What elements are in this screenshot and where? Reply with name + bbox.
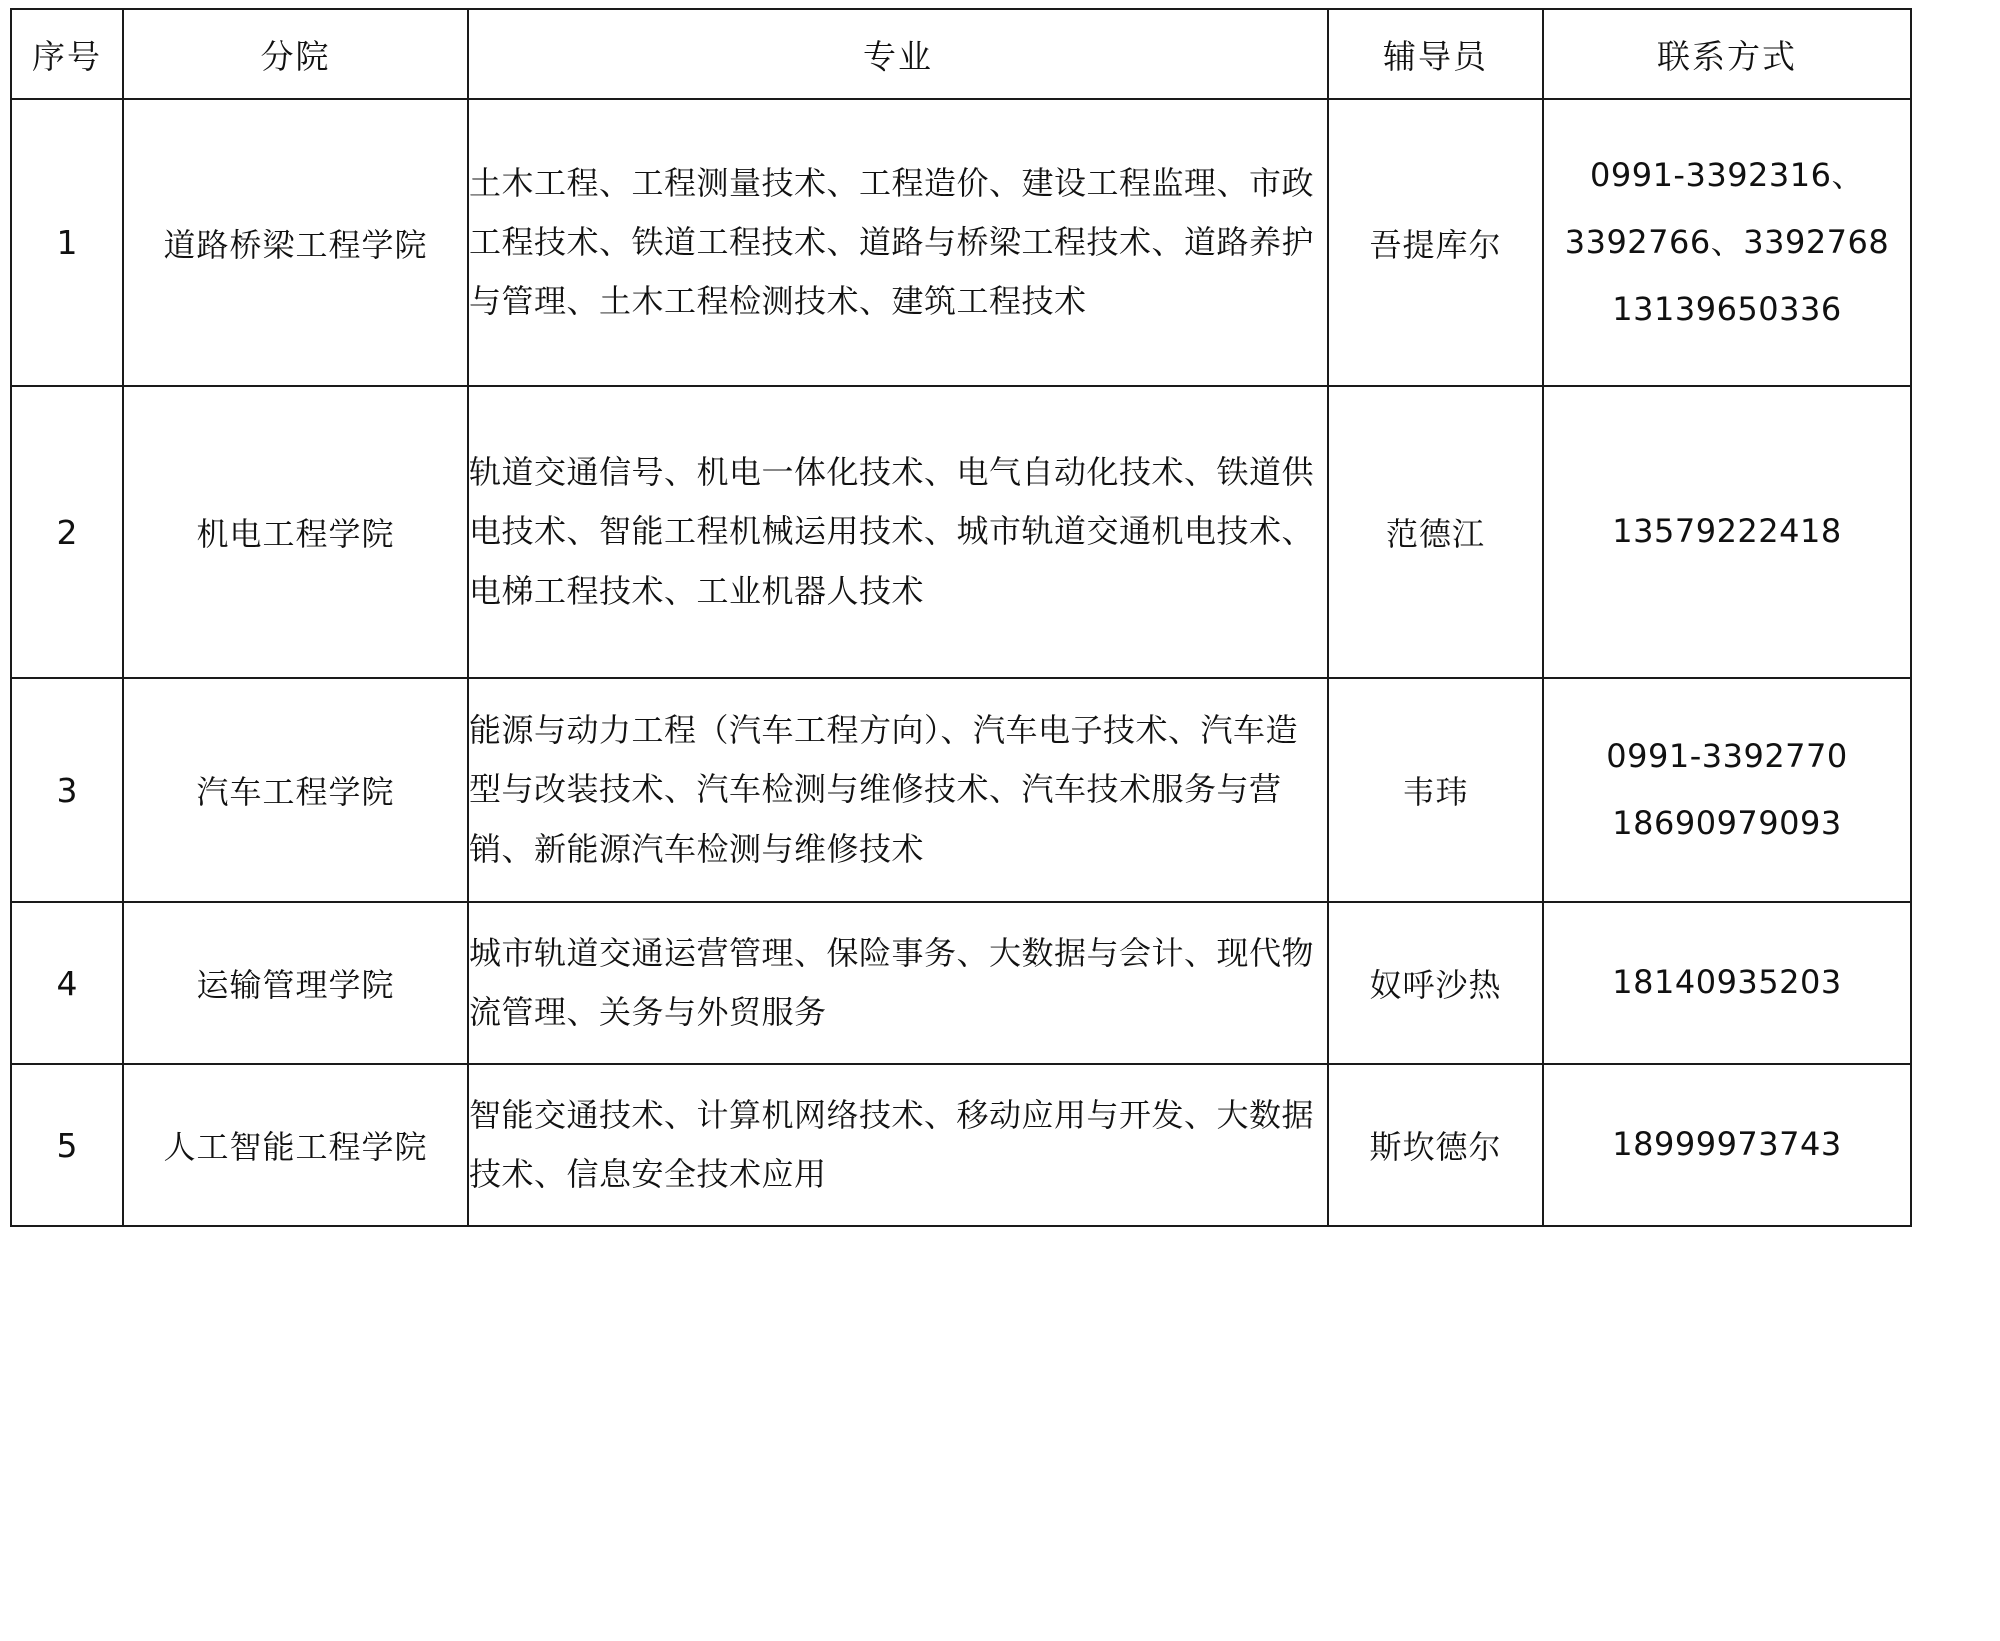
cell-branch: 运输管理学院 [123, 902, 468, 1064]
contact-line: 3392766、3392768 [1564, 222, 1890, 261]
cell-advisor: 奴呼沙热 [1328, 902, 1543, 1064]
cell-index: 1 [11, 99, 123, 386]
column-header-advisor: 辅导员 [1328, 9, 1543, 99]
table-row [11, 386, 1911, 678]
contact-line: 0991-3392770 [1606, 736, 1848, 775]
column-header-branch: 分院 [123, 9, 468, 99]
contact-table [10, 8, 1912, 1227]
table-row [11, 99, 1911, 386]
cell-contact [1543, 99, 1911, 386]
table-row [11, 1064, 1911, 1226]
table-header-row [11, 9, 1911, 99]
cell-index: 2 [11, 386, 123, 678]
cell-major: 轨道交通信号、机电一体化技术、电气自动化技术、铁道供电技术、智能工程机械运用技术、城市轨道交通机电技术、电梯工程技术、工业机器人技术 [468, 386, 1328, 678]
contact-line: 18690979093 [1612, 804, 1842, 842]
cell-branch: 机电工程学院 [123, 386, 468, 678]
contact-line: 18999973743 [1612, 1125, 1842, 1164]
cell-advisor: 范德江 [1328, 386, 1543, 678]
contact-line: 18140935203 [1612, 963, 1842, 1002]
contact-line: 13139650336 [1612, 290, 1842, 329]
cell-branch: 汽车工程学院 [123, 678, 468, 902]
cell-index: 4 [11, 902, 123, 1064]
cell-index: 3 [11, 678, 123, 902]
cell-contact [1543, 1064, 1911, 1226]
table-header [11, 9, 1911, 99]
cell-advisor: 斯坎德尔 [1328, 1064, 1543, 1226]
table-body [11, 99, 1911, 1226]
contact-line: 13579222418 [1612, 512, 1842, 551]
column-header-contact: 联系方式 [1543, 9, 1911, 99]
cell-index: 5 [11, 1064, 123, 1226]
cell-contact [1543, 902, 1911, 1064]
contact-line: 0991-3392316、 [1589, 155, 1864, 194]
cell-branch: 人工智能工程学院 [123, 1064, 468, 1226]
cell-major: 能源与动力工程（汽车工程方向）、汽车电子技术、汽车造型与改装技术、汽车检测与维修技术、汽车技术服务与营销、新能源汽车检测与维修技术 [468, 678, 1328, 902]
cell-advisor: 韦玮 [1328, 678, 1543, 902]
cell-contact [1543, 386, 1911, 678]
cell-branch: 道路桥梁工程学院 [123, 99, 468, 386]
column-header-major: 专业 [468, 9, 1328, 99]
cell-contact [1543, 678, 1911, 902]
table-row [11, 902, 1911, 1064]
cell-major: 土木工程、工程测量技术、工程造价、建设工程监理、市政工程技术、铁道工程技术、道路与桥梁工程技术、道路养护与管理、土木工程检测技术、建筑工程技术 [468, 99, 1328, 386]
cell-advisor: 吾提库尔 [1328, 99, 1543, 386]
cell-major: 智能交通技术、计算机网络技术、移动应用与开发、大数据技术、信息安全技术应用 [468, 1064, 1328, 1226]
column-header-index: 序号 [11, 9, 123, 99]
table-row [11, 678, 1911, 902]
cell-major: 城市轨道交通运营管理、保险事务、大数据与会计、现代物流管理、关务与外贸服务 [468, 902, 1328, 1064]
